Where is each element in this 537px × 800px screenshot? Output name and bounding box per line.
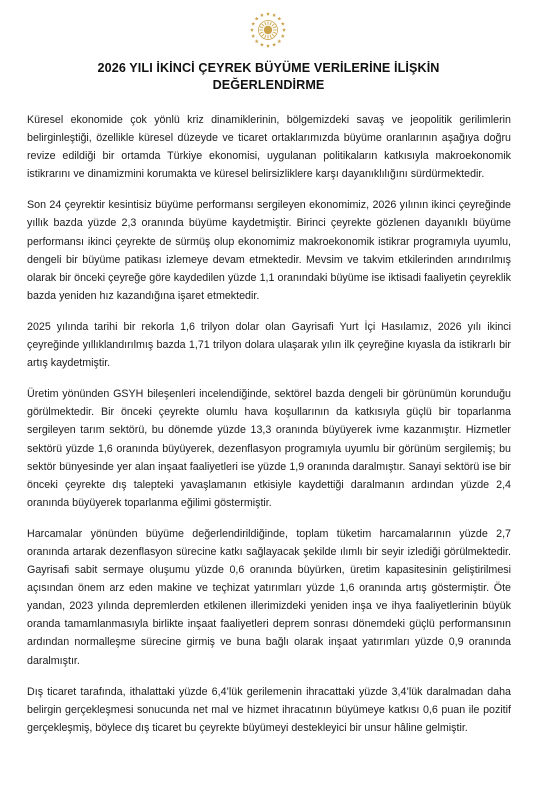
emblem-star bbox=[272, 13, 276, 17]
sun-ray bbox=[262, 24, 264, 26]
emblem-star bbox=[255, 39, 259, 43]
presidential-sun-emblem-icon bbox=[248, 10, 288, 50]
sun-ray bbox=[273, 32, 276, 33]
sun-ray bbox=[265, 22, 266, 25]
sun-ray bbox=[262, 34, 264, 36]
document-title bbox=[30, 60, 507, 94]
emblem-star bbox=[260, 43, 264, 47]
emblem-star bbox=[266, 44, 270, 48]
emblem-star bbox=[277, 39, 281, 43]
emblem-star bbox=[281, 22, 285, 26]
paragraph-global-outlook: Küresel ekonomide çok yönlü kriz dinamiklerinin, bölgemizdeki savaş ve jeopolitik gerilimlerin belirginleştiği, özellikle küresel düzeyde ve ticaret ortaklarımızda büyüme oranlarının aşağıya doğru revize edildiği bir ortamda Türkiye ekonomisi, uygulanan politikaların katkısıyla makroekonomik istikrarını ve dinamizmini korumakta ve küresel belirsizliklere karşı dayanıklılığını sürdürmektedir. bbox=[27, 114, 511, 181]
paragraph-expenditure-side: Harcamalar yönünden büyüme değerlendirildiğinde, toplam tüketim harcamalarının yüzde 2,7 oranında artarak dezenflasyon sürecine katkı sağlayacak şekilde ılımlı bir seyir izlediği görülmektedir. Gayrisafi sabit sermaye oluşumu yüzde 0,6 oranında büyürken, üretim kapasitesinin geliştirilmesi açısından önem arz eden makine ve teçhizat yatırımları yüzde 1,6 oranında artış göstermiştir. Öte yandan, 2023 yılında depremlerden etkilenen illerimizdeki yeniden inşa ve ihya faaliyetlerinin büyük oranda tamamlanmasıyla birlikte inşaat faaliyetleri deprem sonrası dönemdeki güçlü performansının ardından normalleşme sürecine girmiş ve buna bağlı olarak inşaat yatırımları yüzde 0,9 oranında daralmıştır. bbox=[27, 527, 511, 667]
emblem-star bbox=[260, 13, 264, 17]
emblem-star bbox=[277, 17, 281, 21]
emblem-star bbox=[272, 43, 276, 47]
emblem-star bbox=[251, 34, 255, 38]
title-line-2: DEĞERLENDİRME bbox=[212, 78, 325, 92]
title-line-1: 2026 YILI İKİNCİ ÇEYREK BÜYÜME VERİLERİNE İLİŞKİN bbox=[97, 61, 440, 75]
sun-ray bbox=[272, 24, 274, 26]
paragraph-foreign-trade: Dış ticaret tarafında, ithalattaki yüzde 6,4’lük gerilemenin ihracattaki yüzde 3,4’lük daralmadan daha belirgin gerçekleşmesi sonucunda net mal ve hizmet ihracatının büyümeye katkısı 0,6 puan ile pozitif gerçekleşmiş, böylece dış ticaret bu çeyrekte büyümeyi destekleyici bir unsur hâline gelmiştir. bbox=[27, 685, 511, 734]
sun-ray bbox=[260, 27, 263, 28]
sun-ray bbox=[273, 27, 276, 28]
sun-ray bbox=[270, 35, 271, 38]
emblem-star bbox=[281, 34, 285, 38]
paragraph-gdp-level: 2025 yılında tarihi bir rekorla 1,6 trilyon dolar olan Gayrisafi Yurt İçi Hasılamız, 2026 yılı ikinci çeyreğinde yıllıklandırılmış bazda 1,71 trilyon dolara ulaşarak yılın ilk çeyreğine kıyasla da istikrarlı bir artış kaydetmiştir. bbox=[27, 320, 511, 370]
emblem-star bbox=[250, 28, 254, 32]
sun-ray bbox=[270, 22, 271, 25]
sun-ray bbox=[265, 35, 266, 38]
sun-ray bbox=[272, 34, 274, 36]
paragraph-growth-performance: Son 24 çeyrektir kesintisiz büyüme performansı sergileyen ekonomimiz, 2026 yılının ikinci çeyreğinde yıllık bazda yüzde 2,3 oranında büyüme kaydetmiştir. Birinci çeyrekte gözlenen dayanıklı büyüme performansı ikinci çeyrekte de sürmüş olup ekonomimiz makroekonomik istikrar programıyla uyumlu, dengeli bir büyüme patikası izlemeye devam etmektedir. Mevsim ve takvim etkilerinden arındırılmış olarak bir önceki çeyreğe göre kaydedilen yüzde 1,1 oranındaki büyüme ise iktisadi faaliyetin çeyreklik bazda yeniden hız kazandığına işaret etmektedir. bbox=[27, 199, 511, 302]
document-body bbox=[27, 111, 511, 750]
emblem-star bbox=[251, 22, 255, 26]
sun-emblem-graphic bbox=[248, 10, 288, 50]
emblem-star bbox=[266, 12, 270, 16]
emblem-star bbox=[282, 28, 286, 32]
paragraph-production-side: Üretim yönünden GSYH bileşenleri incelendiğinde, sektörel bazda dengeli bir görünümün korunduğu görülmektedir. Bir önceki çeyrekte olumlu hava koşullarının da katkısıyla güçlü bir toparlanma sergileyen tarım sektörü, bu dönemde yüzde 13,3 oranında büyüyerek ivme kazanmıştır. Hizmetler sektörü yüzde 1,6 oranında büyüyerek, dezenflasyon programıyla uyumlu bir görünüm sergilemiş; bu sektör bünyesinde yer alan inşaat faaliyetleri ise yüzde 1,9 oranında daralmıştır. Sanayi sektörü ise bir önceki çeyrekte dış talepteki yavaşlamanın etkisiyle kaydettiği daralmanın ardından yüzde 2,4 oranında büyüyerek toparlanma eğilimi göstermiştir. bbox=[27, 388, 511, 509]
emblem-star bbox=[255, 17, 259, 21]
sun-ray bbox=[260, 32, 263, 33]
